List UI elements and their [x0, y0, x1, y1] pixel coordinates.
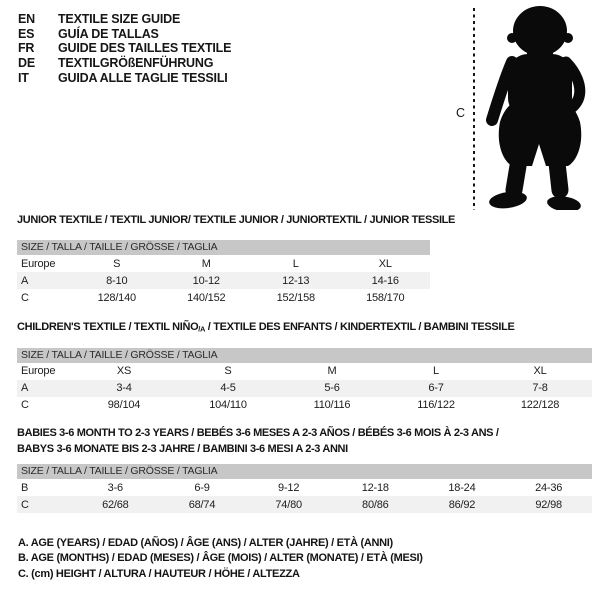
language-label: GUÍA DE TALLAS — [58, 26, 159, 41]
title-line: BABYS 3-6 MONATE BIS 2-3 JAHRE / BAMBINI 3-6 MESI A 2-3 ANNI — [17, 443, 348, 455]
title-line: BABIES 3-6 MONTH TO 2-3 YEARS / BEBÉS 3-6 MESES A 2-3 AÑOS / BÉBÉS 3-6 MOIS À 2-3 ANS / — [17, 427, 499, 439]
legend-line-b: B. AGE (MONTHS) / EDAD (MESES) / ÂGE (MOIS) / ALTER (MONATE) / ETÀ (MESI) — [18, 552, 423, 565]
size-cell: 128/140 — [97, 291, 136, 304]
table-row — [17, 496, 592, 513]
table-row — [17, 272, 430, 289]
size-cell: 7-8 — [532, 382, 548, 394]
title-part: CHILDREN'S TEXTILE / TEXTIL NIÑO — [17, 321, 199, 333]
size-cell: S — [113, 257, 121, 270]
table-row — [17, 380, 592, 397]
size-cell: L — [433, 365, 439, 377]
size-cell: XL — [533, 365, 547, 377]
size-cell: XL — [378, 257, 392, 270]
table-title-children — [17, 321, 592, 336]
size-header-bar: SIZE / TALLA / TAILLE / GRÖSSE / TAGLIA — [17, 348, 592, 363]
table-row — [17, 255, 430, 272]
table-row — [17, 363, 592, 380]
language-label: GUIDA ALLE TAGLIE TESSILI — [58, 70, 228, 85]
height-dashed-line — [473, 8, 475, 210]
size-cell: 18-24 — [448, 481, 476, 494]
size-cell: 12-18 — [361, 481, 389, 494]
size-cell: 24-36 — [535, 481, 563, 494]
size-cell: 86/92 — [448, 498, 476, 511]
row-label-cell: C — [21, 498, 29, 511]
size-cell: 116/122 — [417, 399, 455, 411]
size-cell: L — [292, 257, 299, 270]
size-cell: 9-12 — [278, 481, 300, 494]
size-cell: 98/104 — [107, 399, 141, 411]
language-row — [18, 27, 231, 42]
language-header — [18, 12, 231, 86]
size-cell: 8-10 — [106, 274, 128, 287]
legend — [18, 536, 423, 582]
size-cell: 3-4 — [116, 382, 132, 394]
height-marker-label: C — [456, 106, 466, 120]
row-label-cell: C — [21, 399, 29, 411]
baby-figure — [450, 0, 600, 215]
legend-line-a: A. AGE (YEARS) / EDAD (AÑOS) / ÂGE (ANS) / ALTER (JAHRE) / ETÀ (ANNI) — [18, 537, 393, 549]
table-row — [17, 397, 592, 414]
legend-line-c: C. (cm) HEIGHT / ALTURA / HAUTEUR / HÖHE / ALTEZZA — [18, 567, 300, 580]
row-label-cell: A — [21, 274, 29, 287]
size-cell: 62/68 — [102, 498, 129, 511]
table-title-babies — [17, 425, 592, 457]
size-cell: 104/110 — [209, 399, 247, 411]
language-label: GUIDE DES TAILLES TEXTILE — [58, 41, 232, 56]
row-label-cell: Europe — [21, 257, 56, 270]
size-cell: M — [201, 257, 211, 270]
size-cell: 10-12 — [192, 274, 220, 287]
language-row — [18, 41, 231, 56]
size-cell: 110/116 — [313, 399, 351, 411]
size-cell: 92/98 — [535, 498, 562, 511]
language-code: FR — [18, 41, 35, 56]
size-cell: 158/170 — [366, 291, 405, 304]
size-table-junior — [17, 255, 430, 306]
size-table-section-children — [17, 321, 592, 414]
language-label: TEXTILE SIZE GUIDE — [58, 12, 181, 26]
table-title-junior: JUNIOR TEXTILE / TEXTIL JUNIOR/ TEXTILE JUNIOR / JUNIORTEXTIL / JUNIOR TESSILE — [17, 214, 456, 226]
size-table-children — [17, 363, 592, 414]
size-cell: 12-13 — [282, 274, 310, 287]
language-row — [18, 12, 231, 27]
size-cell: 68/74 — [188, 498, 216, 511]
size-cell: 4-5 — [220, 382, 236, 394]
row-label-cell: C — [21, 291, 29, 304]
language-code: ES — [18, 26, 35, 41]
size-cell: 6-9 — [194, 481, 210, 494]
language-row — [18, 56, 231, 71]
row-label-cell: Europe — [21, 365, 56, 377]
size-cell: 74/80 — [275, 498, 302, 511]
size-table-section-junior — [17, 214, 455, 306]
size-cell: 14-16 — [371, 274, 399, 287]
size-cell: M — [327, 365, 337, 377]
language-code: DE — [18, 56, 35, 71]
size-table-babies — [17, 479, 592, 513]
size-header-bar: SIZE / TALLA / TAILLE / GRÖSSE / TAGLIA — [17, 240, 430, 255]
table-row — [17, 289, 430, 306]
size-cell: 80/86 — [362, 498, 389, 511]
title-subscript: /A — [198, 324, 206, 334]
size-table-section-babies — [17, 425, 592, 513]
size-cell: 140/152 — [187, 291, 226, 304]
title-part: / TEXTILE DES ENFANTS / KINDERTEXTIL / BAMBINI TESSILE — [205, 321, 515, 333]
language-label: TEXTILGRÖßENFÜHRUNG — [58, 56, 214, 71]
row-label-cell: A — [21, 382, 29, 394]
size-cell: 3-6 — [107, 481, 123, 494]
size-cell: XS — [116, 365, 132, 377]
size-cell: 5-6 — [324, 382, 340, 394]
size-cell: 152/158 — [276, 291, 315, 304]
language-code: EN — [18, 12, 35, 26]
language-code: IT — [18, 70, 29, 85]
row-label-cell: B — [21, 481, 29, 494]
table-row — [17, 479, 592, 496]
size-cell: 122/128 — [520, 399, 560, 411]
size-header-bar: SIZE / TALLA / TAILLE / GRÖSSE / TAGLIA — [17, 464, 592, 479]
size-cell: 6-7 — [428, 382, 444, 394]
language-row — [18, 71, 231, 86]
size-cell: S — [224, 365, 232, 377]
toddler-silhouette-icon — [482, 4, 594, 210]
